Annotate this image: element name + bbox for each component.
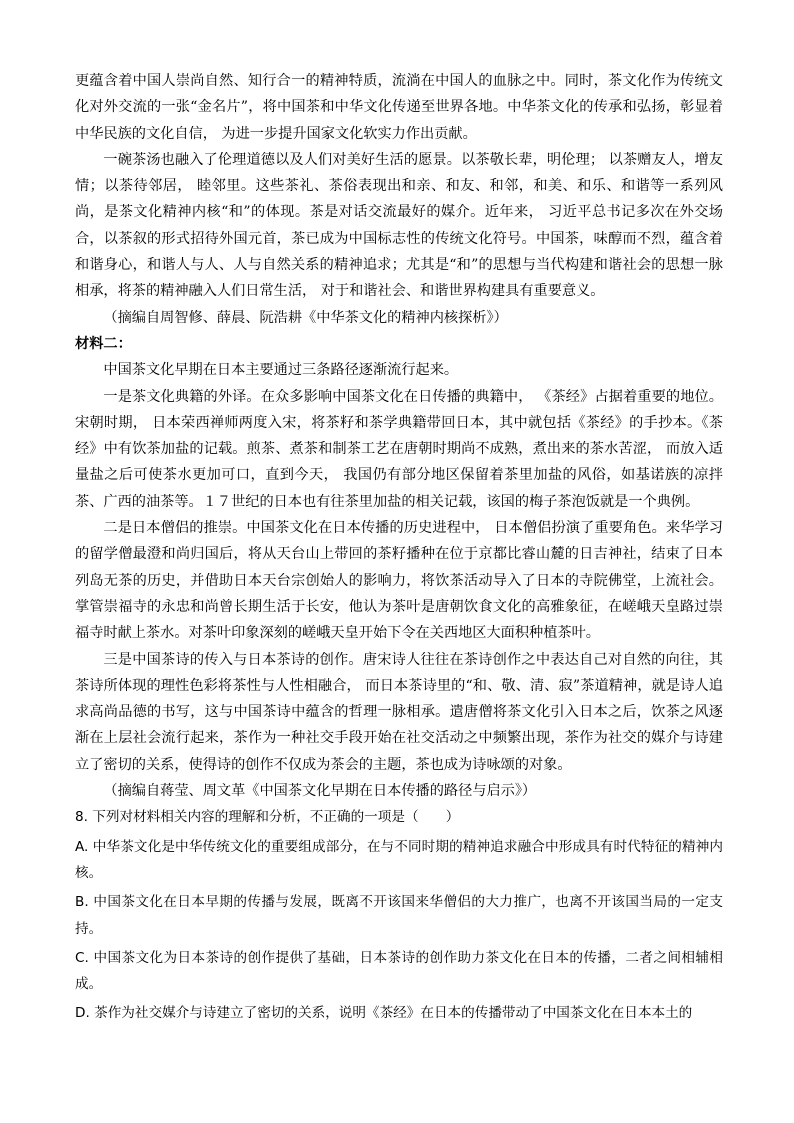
material2-paragraph-1: 一是茶文化典籍的外译。在众多影响中国茶文化在日传播的典籍中， 《茶经》占据着重要的地位。宋朝时期， 日本荣西禅师两度入宋，将茶籽和茶学典籍带回日本，其中就包括《茶经》的手抄本。《茶经》中有饮茶加盐的记载。煎茶、煮茶和制茶工艺在唐朝时期尚不成熟，煮出来的茶水苦涩， 而放入适量盐之后可使茶水更加可口，直到今天， 我国仍有部分地区保留着茶里加盐的风俗，如基诺族的凉拌茶、广西的油茶等。１７世纪的日本也有往茶里加盐的相关记载，该国的梅子茶泡饭就是一个典例。 xyxy=(75,388,723,510)
material2-intro: 中国茶文化早期在日本主要通过三条路径逐渐流行起来。 xyxy=(103,362,459,379)
material2-source: （摘编自蒋莹、周文革《中国茶文化早期在日本传播的路径与启示》） xyxy=(103,783,537,800)
material1-source: （摘编自周智修、薛晨、阮浩耕《中华茶文化的精神内核探析》） xyxy=(103,309,508,326)
material1-paragraph-continued: 更蕴含着中国人崇尚自然、知行合一的精神特质，流淌在中国人的血脉之中。同时，茶文化作为传统文化对外交流的一张“金名片”，将中国茶和中华文化传递至世界各地。中华茶文化的传承和弘扬，彰显着中华民族的文化自信， 为进一步提升国家文化软实力作出贡献。 xyxy=(75,73,723,142)
option-c: C. 中国茶文化为日本茶诗的创作提供了基础，日本茶诗的创作助力茶文化在日本的传播，二者之间相辅相成。 xyxy=(75,949,723,993)
option-a: A. 中华茶文化是中华传统文化的重要组成部分，在与不同时期的精神追求融合中形成具有时代特征的精神内核。 xyxy=(75,838,723,881)
option-d: D. 茶作为社交媒介与诗建立了密切的关系，说明《茶经》在日本的传播带动了中国茶文化在日本本土的 xyxy=(75,1005,693,1022)
material2-paragraph-2: 二是日本僧侣的推崇。中国茶文化在日本传播的历史进程中， 日本僧侣扮演了重要角色。来华学习的留学僧最澄和尚归国后，将从天台山上带回的茶籽播种在位于京都比睿山麓的日吉神社，结束了日本列岛无茶的历史，并借助日本天台宗创始人的影响力，将饮茶活动导入了日本的寺院佛堂，上流社会。掌管崇福寺的永忠和尚曾长期生活于长安，他认为茶叶是唐朝饮食文化的高雅象征，在嵯峨天皇路过崇福寺时献上茶水。对茶叶印象深刻的嵯峨天皇开始下令在关西地区大面积种植茶叶。 xyxy=(75,520,723,642)
material1-paragraph-2: 一碗茶汤也融入了伦理道德以及人们对美好生活的愿景。以茶敬长辈，明伦理； 以茶赠友人，增友情；以茶待邻居， 睦邻里。这些茶礼、茶俗表现出和亲、和友、和邻，和美、和乐、和谐等一系列风尚，是茶文化精神内核“和”的体现。茶是对话交流最好的媒介。近年来， 习近平总书记多次在外交场合，以茶叙的形式招待外国元首，茶已成为中国标志性的传统文化符号。中国茶，味醇而不烈，蕴含着和谐身心，和谐人与人、人与自然关系的精神追求；尤其是“和”的思想与当代构建和谐社会的思想一脉相承，将茶的精神融入人们日常生活， 对于和谐社会、和谐世界构建具有重要意义。 xyxy=(75,151,723,300)
option-b: B. 中国茶文化在日本早期的传播与发展，既离不开该国来华僧侣的大力推广，也离不开该国当局的一定支持。 xyxy=(75,894,723,937)
material2-heading: 材料二： xyxy=(75,335,132,352)
question-stem: 8. 下列对材料相关内容的理解和分析，不正确的一项是（ ） xyxy=(75,809,460,826)
material2-paragraph-3: 三是中国茶诗的传入与日本茶诗的创作。唐宋诗人往往在茶诗创作之中表达自己对自然的向往，其茶诗所体现的理性色彩将茶性与人性相融合， 而日本茶诗里的“和、敬、清、寂”茶道精神，就是诗人追求高尚品德的书写，这与中国茶诗中蕴含的哲理一脉相承。遣唐僧将茶文化引入日本之后，饮茶之风逐渐在上层社会流行起来，茶作为一种社交手段开始在社交活动之中频繁出现，茶作为社交的媒介与诗建立了密切的关系，使得诗的创作不仅成为茶会的主题，茶也成为诗咏颂的对象。 xyxy=(75,651,723,773)
document-page xyxy=(75,68,723,1027)
